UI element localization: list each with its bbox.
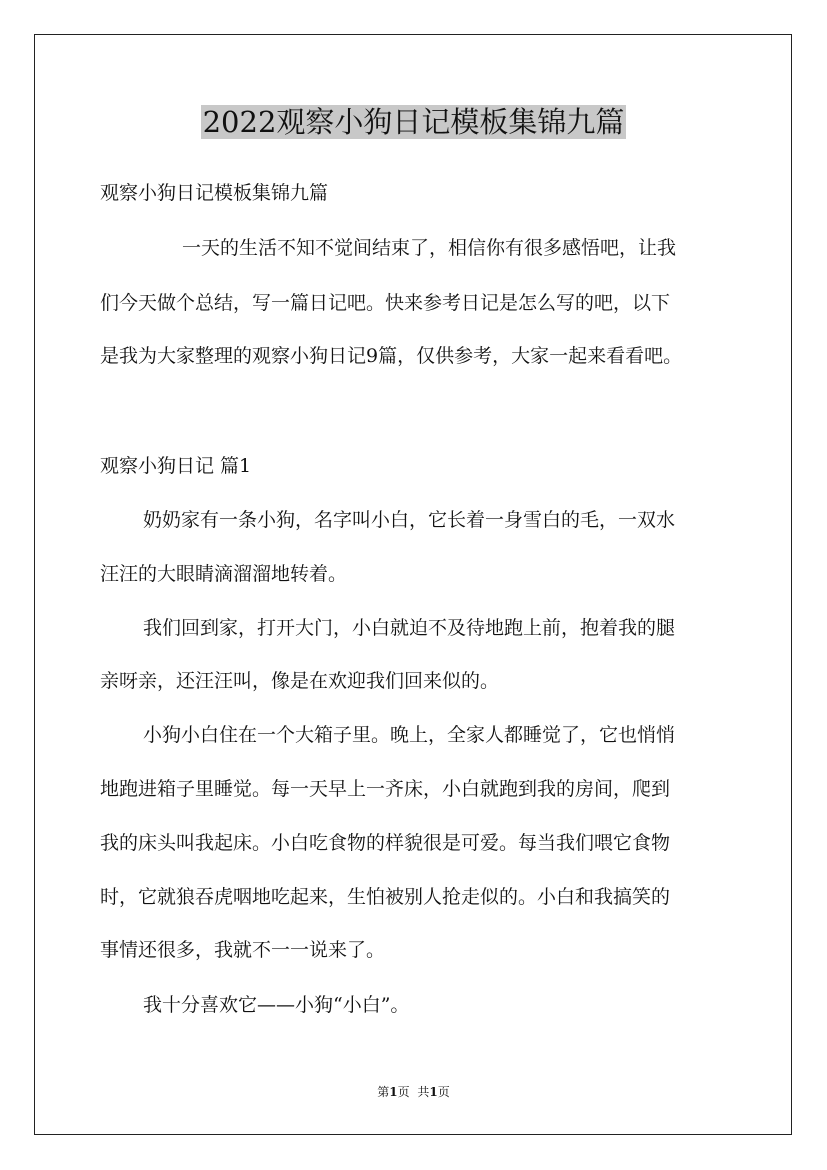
body-line: 小狗小白住在一个大箱子里。晚上，全家人都睡觉了，它也悄悄 bbox=[143, 724, 676, 746]
body-line: 汪汪的大眼睛滴溜溜地转着。 bbox=[100, 563, 348, 585]
document-title bbox=[0, 100, 827, 144]
footer-page-number: 1 bbox=[389, 1085, 398, 1099]
footer-prefix: 第 bbox=[377, 1085, 390, 1099]
body-line: 我十分喜欢它——小狗“小白”。 bbox=[143, 994, 410, 1016]
intro-line-1: 一天的生活不知不觉间结束了，相信你有很多感悟吧，让我 bbox=[182, 237, 677, 259]
body-line: 事情还很多，我就不一一说来了。 bbox=[100, 939, 386, 961]
document-subtitle: 观察小狗日记模板集锦九篇 bbox=[100, 182, 329, 204]
intro-line-3: 是我为大家整理的观察小狗日记9篇，仅供参考，大家一起来看看吧。 bbox=[100, 345, 683, 367]
body-line: 我们回到家，打开大门，小白就迫不及待地跑上前，抱着我的腿 bbox=[143, 617, 676, 639]
body-line: 奶奶家有一条小狗，名字叫小白，它长着一身雪白的毛，一双水 bbox=[143, 509, 676, 531]
footer-total-prefix: 共 bbox=[417, 1085, 430, 1099]
body-line: 时，它就狼吞虎咽地吃起来，生怕被别人抢走似的。小白和我搞笑的 bbox=[100, 886, 671, 908]
body-line: 我的床头叫我起床。小白吃食物的样貌很是可爱。每当我们喂它食物 bbox=[100, 832, 671, 854]
footer-page-suffix: 页 bbox=[397, 1085, 410, 1099]
document-title-text: 2022观察小狗日记模板集锦九篇 bbox=[202, 105, 625, 139]
footer-total-suffix: 页 bbox=[437, 1085, 450, 1099]
body-line: 亲呀亲，还汪汪叫，像是在欢迎我们回来似的。 bbox=[100, 670, 500, 692]
body-line: 地跑进箱子里睡觉。每一天早上一齐床，小白就跑到我的房间，爬到 bbox=[100, 778, 671, 800]
intro-line-2: 们今天做个总结，写一篇日记吧。快来参考日记是怎么写的吧，以下 bbox=[100, 292, 671, 314]
section-heading: 观察小狗日记 篇1 bbox=[100, 455, 252, 477]
footer-total-pages: 1 bbox=[429, 1085, 438, 1099]
page-footer bbox=[0, 1082, 827, 1102]
